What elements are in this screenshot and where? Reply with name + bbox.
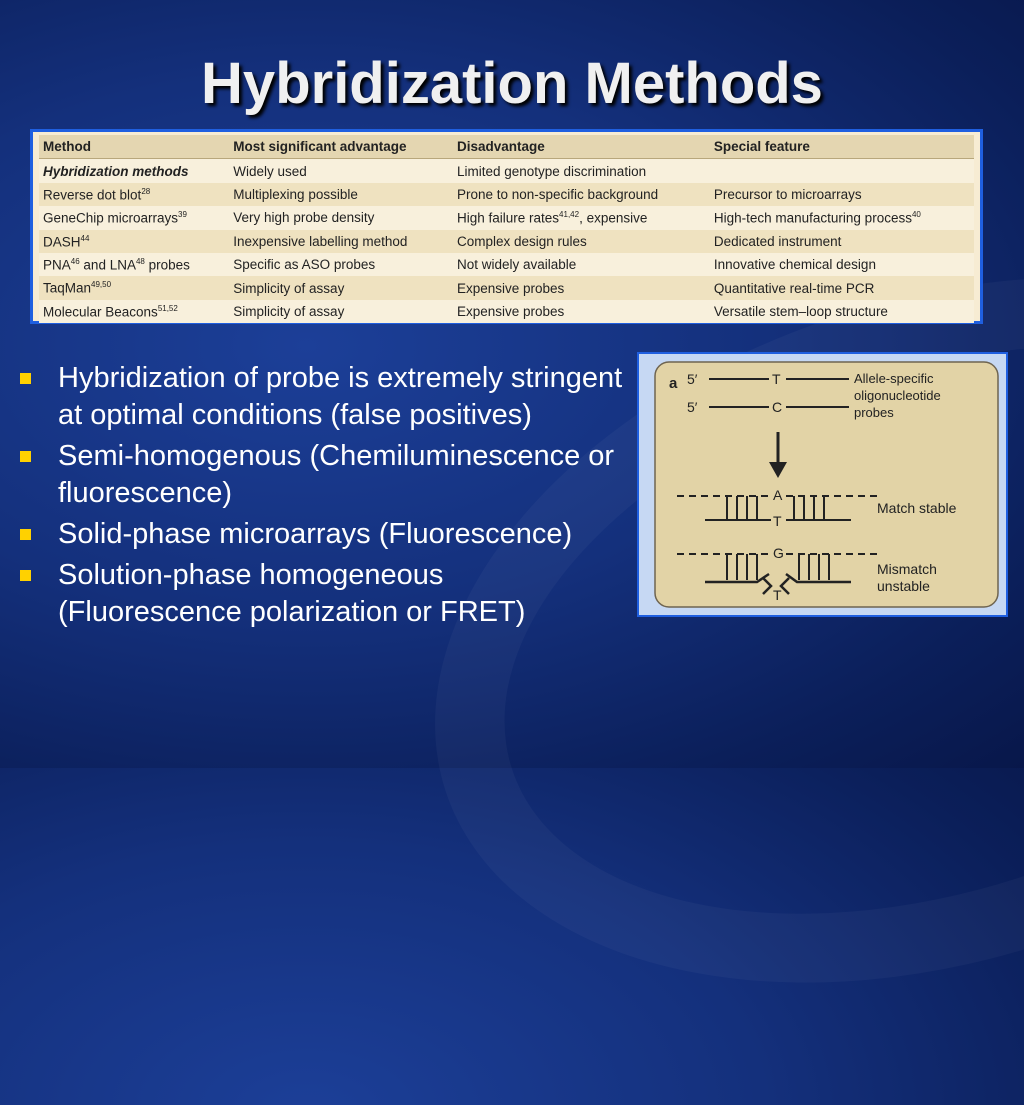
match-label: Match stable <box>877 500 957 516</box>
base-label: T <box>773 513 782 529</box>
cell-feature: High-tech manufacturing process$^{40}$ <box>710 206 974 229</box>
cell-feature: Precursor to microarrays <box>710 183 974 206</box>
cell-method: Hybridization methods <box>39 159 229 183</box>
cell-disadvantage: Prone to non-specific background <box>453 183 710 206</box>
table-row <box>39 230 974 253</box>
table-row <box>39 206 974 229</box>
cell-feature <box>710 159 974 183</box>
header-disadvantage: Disadvantage <box>453 135 710 159</box>
cell-advantage: Simplicity of assay <box>229 276 453 299</box>
cell-advantage: Widely used <box>229 159 453 183</box>
table-row <box>39 159 974 183</box>
bullet-item: Solid-phase microarrays (Fluorescence) <box>18 516 628 553</box>
bullet-item: Semi-homogenous (Chemiluminescence or fluorescence) <box>18 438 628 512</box>
bullet-list <box>18 360 628 635</box>
table-row <box>39 276 974 299</box>
table-row <box>39 183 974 206</box>
five-prime-label: 5′ <box>687 399 698 415</box>
probe-label: Allele-specific <box>854 371 934 386</box>
bullet-square-icon <box>20 373 31 384</box>
mismatch-label: Mismatch <box>877 561 937 577</box>
base-label: T <box>773 587 782 603</box>
probe-label: probes <box>854 405 894 420</box>
panel-label: a <box>669 375 678 392</box>
bullet-item: Hybridization of probe is extremely stringent at optimal conditions (false positives) <box>18 360 628 434</box>
bullet-item: Solution-phase homogeneous (Fluorescence polarization or FRET) <box>18 557 628 631</box>
cell-advantage: Specific as ASO probes <box>229 253 453 276</box>
base-label: A <box>773 487 783 503</box>
header-special-feature: Special feature <box>710 135 974 159</box>
cell-method: Molecular Beacons$^{51,52}$ <box>39 300 229 323</box>
cell-feature: Quantitative real-time PCR <box>710 276 974 299</box>
cell-method: DASH$^{44}$ <box>39 230 229 253</box>
cell-disadvantage: Complex design rules <box>453 230 710 253</box>
cell-disadvantage: Limited genotype discrimination <box>453 159 710 183</box>
bullet-square-icon <box>20 570 31 581</box>
five-prime-label: 5′ <box>687 371 698 387</box>
bullet-square-icon <box>20 529 31 540</box>
table-row <box>39 253 974 276</box>
slide-title: Hybridization Methods <box>201 51 823 116</box>
cell-feature: Innovative chemical design <box>710 253 974 276</box>
cell-disadvantage: Expensive probes <box>453 276 710 299</box>
table-header-row <box>39 135 974 159</box>
header-advantage: Most significant advantage <box>229 135 453 159</box>
cell-advantage: Simplicity of assay <box>229 300 453 323</box>
cell-disadvantage: Not widely available <box>453 253 710 276</box>
cell-advantage: Multiplexing possible <box>229 183 453 206</box>
cell-feature: Versatile stem–loop structure <box>710 300 974 323</box>
hybridization-diagram <box>637 352 1008 617</box>
table-row <box>39 300 974 323</box>
methods-table <box>39 135 974 323</box>
cell-method: GeneChip microarrays$^{39}$ <box>39 206 229 229</box>
base-label: C <box>772 399 783 415</box>
cell-disadvantage: Expensive probes <box>453 300 710 323</box>
cell-feature: Dedicated instrument <box>710 230 974 253</box>
bullet-square-icon <box>20 451 31 462</box>
cell-method: TaqMan$^{49,50}$ <box>39 276 229 299</box>
cell-method: PNA$^{46}$ and LNA$^{48}$ probes <box>39 253 229 276</box>
mismatch-label: unstable <box>877 578 930 594</box>
base-label: G <box>773 545 784 561</box>
diagram-panel <box>655 362 998 607</box>
cell-disadvantage: High failure rates$^{41,42}$, expensive <box>453 206 710 229</box>
cell-advantage: Inexpensive labelling method <box>229 230 453 253</box>
methods-table-frame <box>30 129 983 324</box>
cell-method: Reverse dot blot$^{28}$ <box>39 183 229 206</box>
base-label: T <box>772 371 781 387</box>
header-method: Method <box>39 135 229 159</box>
probe-label: oligonucleotide <box>854 388 941 403</box>
cell-advantage: Very high probe density <box>229 206 453 229</box>
